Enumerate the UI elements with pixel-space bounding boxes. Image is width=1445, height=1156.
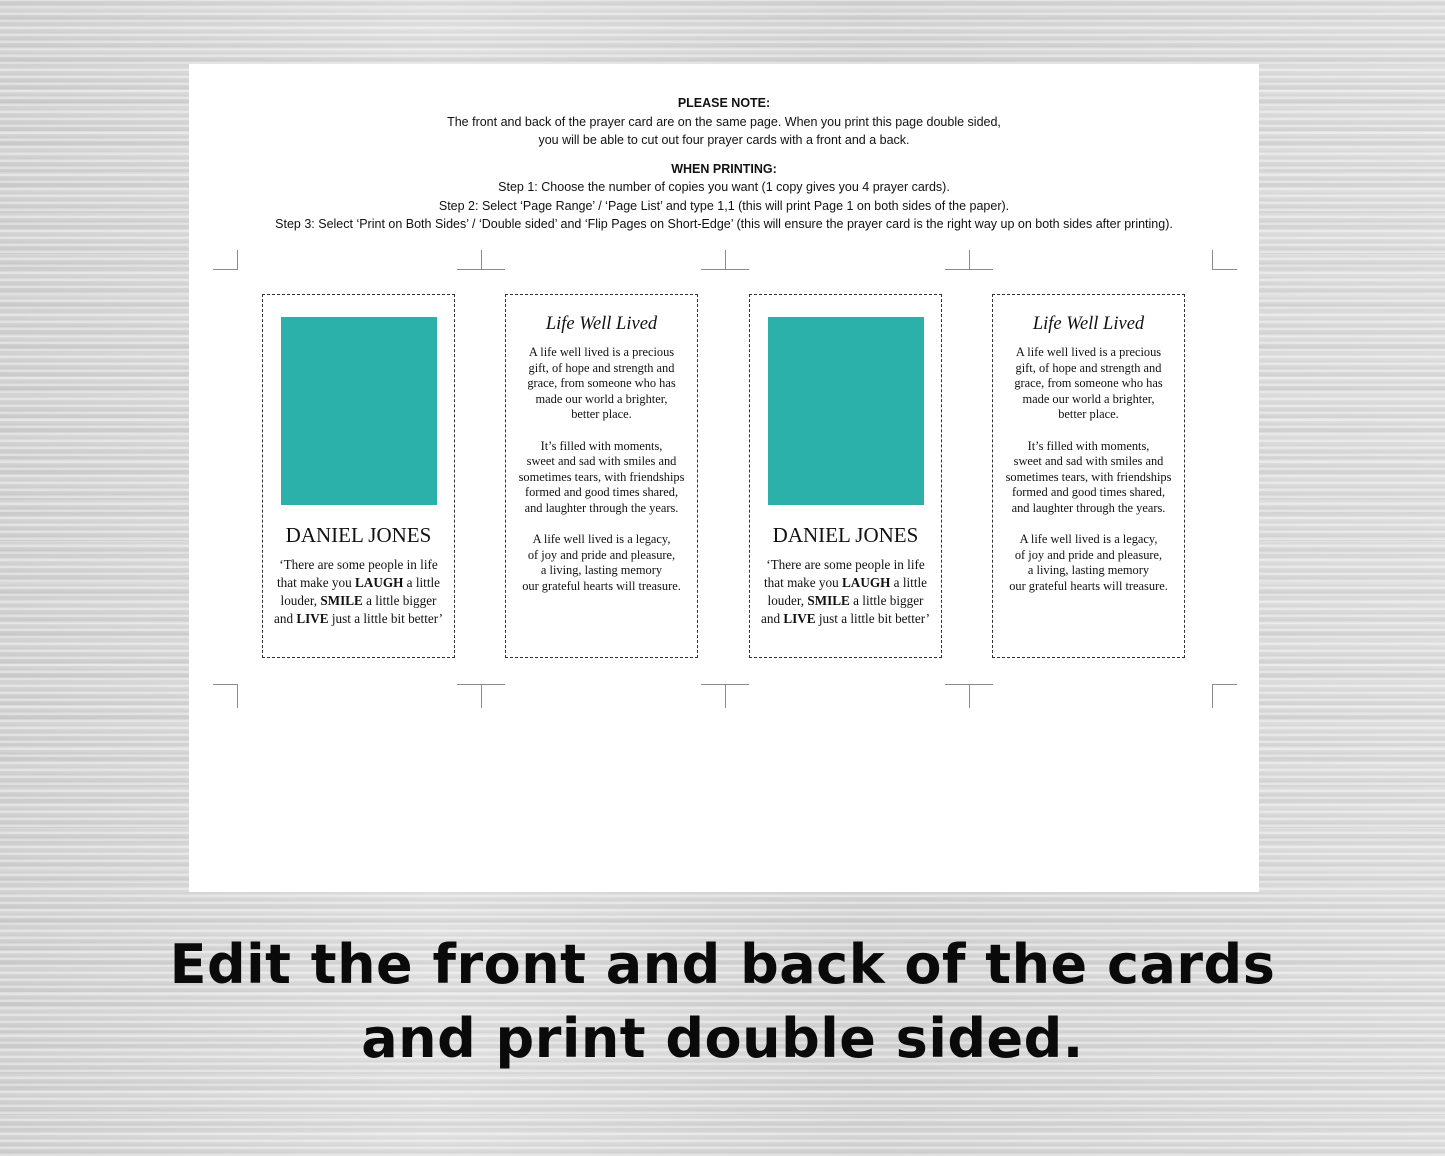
poem-stanza: A life well lived is a legacy, of joy and pride and pleasure, a living, lasting memory our grateful hearts will treasure.: [1009, 532, 1168, 593]
crop-mark: [725, 250, 726, 270]
poem-stanza: A life well lived is a legacy, of joy and pride and pleasure, a living, lasting memory our grateful hearts will treasure.: [522, 532, 681, 593]
crop-mark: [457, 684, 505, 685]
photo-placeholder[interactable]: [281, 317, 437, 505]
quote-line: that make you LAUGH a little: [277, 575, 440, 590]
poem-stanza: A life well lived is a precious gift, of hope and strength and grace, from someone who has made our world a brighter, better place.: [1014, 345, 1163, 422]
printing-instructions: [189, 94, 1259, 234]
crop-mark: [213, 684, 238, 685]
quote-line: louder, SMILE a little bigger: [280, 593, 437, 608]
quote-line: louder, SMILE a little bigger: [767, 593, 924, 608]
crop-mark: [1212, 269, 1237, 270]
memorial-quote: [754, 556, 937, 628]
crop-mark: [945, 684, 993, 685]
poem-stanza: A life well lived is a precious gift, of hope and strength and grace, from someone who has made our world a brighter, better place.: [527, 345, 676, 422]
crop-mark: [457, 269, 505, 270]
poem-stanza: It’s filled with moments, sweet and sad with smiles and sometimes tears, with friendships formed and good times shared, and laughter through the years.: [1005, 438, 1172, 515]
crop-mark: [481, 684, 482, 708]
crop-mark: [945, 269, 993, 270]
crop-mark: [701, 269, 749, 270]
when-printing-heading: WHEN PRINTING:: [671, 161, 777, 176]
step-2: Step 2: Select ‘Page Range’ / ‘Page List’ and type 1,1 (this will print Page 1 on both sides of the paper).: [438, 198, 1010, 213]
please-note-heading: PLEASE NOTE:: [677, 96, 771, 110]
crop-mark: [213, 269, 238, 270]
crop-mark: [701, 684, 749, 685]
crop-mark: [237, 250, 238, 270]
quote-line: and LIVE just a little bit better’: [761, 611, 930, 626]
step-3: Step 3: Select ‘Print on Both Sides’ / ‘Double sided’ and ‘Flip Pages on Short-Edge’ (this will ensure the prayer card is the right way up on both sides after printing).: [275, 217, 1173, 231]
prayer-card-back[interactable]: [992, 294, 1185, 658]
crop-mark: [1212, 684, 1237, 685]
crop-mark: [969, 684, 970, 708]
prayer-card-front[interactable]: [749, 294, 942, 658]
poem-title: Life Well Lived: [1032, 314, 1145, 334]
crop-mark: [725, 684, 726, 708]
quote-line: ‘There are some people in life: [766, 557, 925, 572]
poem-body: [508, 345, 695, 610]
deceased-name: DANIEL JONES: [285, 523, 432, 547]
caption-line: Edit the front and back of the cards: [169, 933, 1276, 996]
quote-line: and LIVE just a little bit better’: [274, 611, 443, 626]
crop-mark: [1212, 684, 1213, 708]
memorial-quote: [267, 556, 450, 628]
promo-caption: [0, 928, 1445, 1076]
prayer-card-front[interactable]: [262, 294, 455, 658]
crop-mark: [969, 250, 970, 270]
crop-mark: [237, 684, 238, 708]
printable-sheet: [189, 64, 1259, 892]
poem-stanza: It’s filled with moments, sweet and sad with smiles and sometimes tears, with friendships formed and good times shared, and laughter through the years.: [518, 438, 685, 515]
prayer-card-back[interactable]: [505, 294, 698, 658]
note-line: The front and back of the prayer card are on the same page. When you print this page double sided,: [447, 114, 1001, 129]
quote-line: ‘There are some people in life: [279, 557, 438, 572]
poem-title: Life Well Lived: [545, 314, 658, 334]
quote-line: that make you LAUGH a little: [764, 575, 927, 590]
note-line: you will be able to cut out four prayer cards with a front and a back.: [538, 133, 910, 147]
crop-mark: [1212, 250, 1213, 270]
step-1: Step 1: Choose the number of copies you want (1 copy gives you 4 prayer cards).: [498, 180, 950, 194]
photo-placeholder[interactable]: [768, 317, 924, 505]
deceased-name: DANIEL JONES: [772, 523, 919, 547]
crop-mark: [481, 250, 482, 270]
poem-body: [995, 345, 1182, 610]
caption-line: and print double sided.: [361, 1007, 1084, 1070]
